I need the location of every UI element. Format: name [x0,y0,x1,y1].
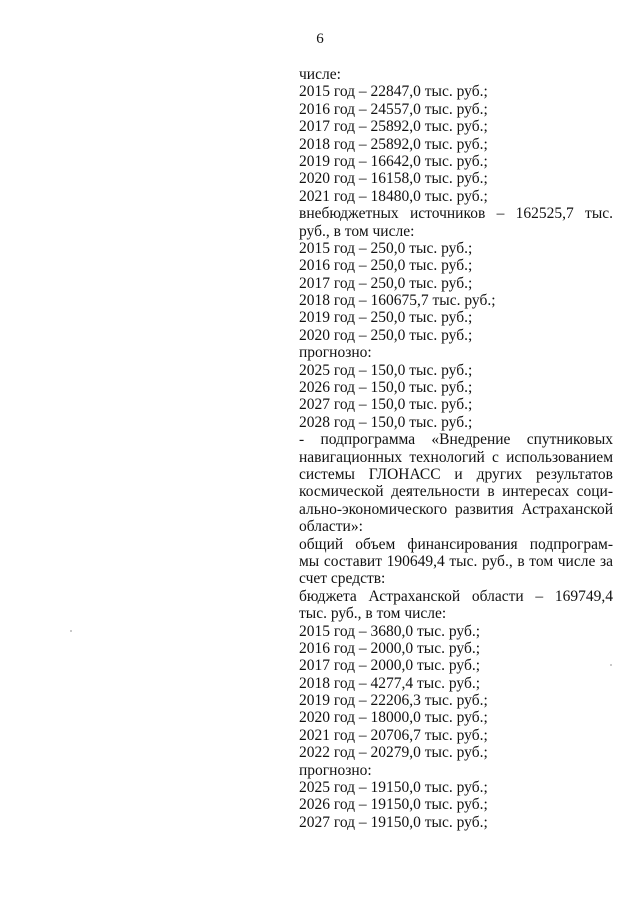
text-line: числе: [299,66,341,83]
text-line: 2015 год – 22847,0 тыс. руб.; [299,83,488,101]
text-line: 2015 год – 250,0 тыс. руб.; [299,239,473,257]
text-line: руб., в том числе: [299,222,415,240]
text-line: 2027 год – 150,0 тыс. руб.; [299,396,473,414]
text-line: общий объем финансирования подпрограм- [299,535,613,553]
text-line: космической деятельности в интересах соци- [299,483,613,501]
text-line: прогнозно: [299,344,372,362]
text-line: 2025 год – 150,0 тыс. руб.; [299,361,473,379]
scan-speck [610,664,612,666]
text-line: бюджета Астраханской области – 169749,4 [299,587,613,605]
text-line: 2025 год – 19150,0 тыс. руб.; [299,779,488,797]
text-line: счет средств: [299,570,386,588]
text-line: 2018 год – 160675,7 тыс. руб.; [299,292,496,310]
text-line: 2021 год – 18480,0 тыс. руб.; [299,187,488,205]
text-line: 2017 год – 25892,0 тыс. руб.; [299,118,488,136]
text-line: 2017 год – 2000,0 тыс. руб.; [299,657,481,675]
text-line: прогнозно: [299,761,372,779]
text-column [299,66,613,831]
text-line: области»: [299,518,363,536]
text-line: 2018 год – 25892,0 тыс. руб.; [299,135,488,153]
text-line: 2017 год – 250,0 тыс. руб.; [299,274,473,292]
text-line: 2022 год – 20279,0 тыс. руб.; [299,744,488,762]
text-line: 2016 год – 250,0 тыс. руб.; [299,257,473,275]
scan-speck [70,630,72,632]
text-line: внебюджетных источников – 162525,7 тыс. [299,205,613,223]
text-line: навигационных технологий с использованием [299,448,613,466]
text-line: 2019 год – 250,0 тыс. руб.; [299,309,473,327]
text-line: - подпрограмма «Внедрение спутниковых [299,431,613,449]
text-line: 2015 год – 3680,0 тыс. руб.; [299,622,481,640]
text-line: 2026 год – 150,0 тыс. руб.; [299,379,473,397]
text-line: 2020 год – 16158,0 тыс. руб.; [299,170,488,188]
text-line: 2018 год – 4277,4 тыс. руб.; [299,674,481,692]
text-line: 2020 год – 250,0 тыс. руб.; [299,326,473,344]
text-line: 2019 год – 22206,3 тыс. руб.; [299,692,488,710]
text-line: тыс. руб., в том числе: [299,605,447,623]
text-line: 2019 год – 16642,0 тыс. руб.; [299,152,488,170]
text-line: 2016 год – 24557,0 тыс. руб.; [299,100,488,118]
text-line: системы ГЛОНАСС и других результатов [299,465,613,483]
page-number: 6 [316,31,324,47]
text-line: ально-экономического развития Астраханской [299,500,613,518]
text-line: 2016 год – 2000,0 тыс. руб.; [299,639,481,657]
text-line: 2028 год – 150,0 тыс. руб.; [299,413,473,431]
text-line: 2027 год – 19150,0 тыс. руб.; [299,813,488,831]
text-line: 2026 год – 19150,0 тыс. руб.; [299,796,488,814]
text-line: 2021 год – 20706,7 тыс. руб.; [299,726,488,744]
text-line: 2020 год – 18000,0 тыс. руб.; [299,709,488,727]
text-line: мы составит 190649,4 тыс. руб., в том числе за [299,552,613,570]
